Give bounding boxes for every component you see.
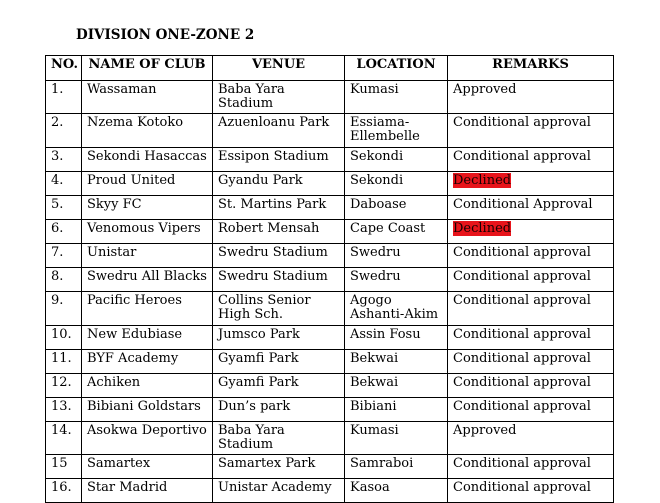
cell-no: 5. — [46, 196, 82, 220]
cell-location: Swedru — [345, 268, 448, 292]
remarks-text: Conditional approval — [453, 115, 591, 130]
table-row — [46, 244, 614, 268]
cell-club: Swedru All Blacks — [82, 268, 213, 292]
table-row — [46, 398, 614, 422]
cell-location: Bekwai — [345, 374, 448, 398]
cell-club: Wassaman — [82, 81, 213, 114]
cell-venue: Baba Yara Stadium — [213, 422, 345, 455]
cell-club: Skyy FC — [82, 196, 213, 220]
remarks-text: Approved — [453, 82, 517, 97]
cell-remarks — [448, 244, 614, 268]
cell-no: 8. — [46, 268, 82, 292]
table-header-row — [46, 56, 614, 81]
cell-club: Venomous Vipers — [82, 220, 213, 244]
remarks-text: Conditional approval — [453, 327, 591, 342]
cell-location: Assin Fosu — [345, 326, 448, 350]
remarks-text: Conditional approval — [453, 293, 591, 308]
table-row — [46, 292, 614, 326]
table-row — [46, 350, 614, 374]
remarks-text: Conditional approval — [453, 351, 591, 366]
header-location: LOCATION — [345, 56, 448, 81]
remarks-text: Conditional approval — [453, 399, 591, 414]
cell-no: 4. — [46, 172, 82, 196]
cell-no: 3. — [46, 148, 82, 172]
cell-remarks — [448, 268, 614, 292]
cell-no: 10. — [46, 326, 82, 350]
cell-location: Kumasi — [345, 422, 448, 455]
header-no: NO. — [46, 56, 82, 81]
cell-club: Bibiani Goldstars — [82, 398, 213, 422]
cell-no: 7. — [46, 244, 82, 268]
remarks-text: Conditional approval — [453, 480, 591, 495]
table-row — [46, 114, 614, 148]
clubs-table — [45, 55, 614, 503]
table-row — [46, 422, 614, 455]
cell-club: New Edubiase — [82, 326, 213, 350]
remarks-text: Conditional approval — [453, 149, 591, 164]
table-row — [46, 374, 614, 398]
cell-no: 16. — [46, 479, 82, 503]
declined-badge: Declined — [453, 173, 512, 188]
cell-location: Daboase — [345, 196, 448, 220]
cell-location: Bibiani — [345, 398, 448, 422]
cell-no: 12. — [46, 374, 82, 398]
table-row — [46, 455, 614, 479]
table-row — [46, 479, 614, 503]
cell-location: Kasoa — [345, 479, 448, 503]
cell-no: 2. — [46, 114, 82, 148]
cell-remarks — [448, 220, 614, 244]
cell-club: Proud United — [82, 172, 213, 196]
cell-venue: Azuenloanu Park — [213, 114, 345, 148]
table-row — [46, 220, 614, 244]
cell-remarks — [448, 479, 614, 503]
cell-venue: Unistar Academy — [213, 479, 345, 503]
cell-no: 15 — [46, 455, 82, 479]
table-row — [46, 268, 614, 292]
cell-location: Agogo Ashanti-Akim — [345, 292, 448, 326]
cell-venue: Essipon Stadium — [213, 148, 345, 172]
header-venue: VENUE — [213, 56, 345, 81]
table-row — [46, 196, 614, 220]
cell-location: Samraboi — [345, 455, 448, 479]
cell-remarks — [448, 114, 614, 148]
cell-remarks — [448, 422, 614, 455]
remarks-text: Approved — [453, 423, 517, 438]
table-row — [46, 172, 614, 196]
cell-club: Pacific Heroes — [82, 292, 213, 326]
cell-no: 14. — [46, 422, 82, 455]
cell-club: Sekondi Hasaccas — [82, 148, 213, 172]
remarks-text: Conditional approval — [453, 456, 591, 471]
cell-club: Star Madrid — [82, 479, 213, 503]
table-row — [46, 326, 614, 350]
header-remarks: REMARKS — [448, 56, 614, 81]
cell-remarks — [448, 148, 614, 172]
cell-venue: Swedru Stadium — [213, 268, 345, 292]
table-row — [46, 148, 614, 172]
cell-no: 9. — [46, 292, 82, 326]
cell-location: Sekondi — [345, 148, 448, 172]
cell-venue: Collins Senior High Sch. — [213, 292, 345, 326]
cell-remarks — [448, 350, 614, 374]
cell-venue: Swedru Stadium — [213, 244, 345, 268]
cell-club: BYF Academy — [82, 350, 213, 374]
cell-club: Asokwa Deportivo — [82, 422, 213, 455]
cell-venue: Gyamfi Park — [213, 374, 345, 398]
remarks-text: Conditional approval — [453, 375, 591, 390]
cell-club: Samartex — [82, 455, 213, 479]
cell-remarks — [448, 398, 614, 422]
cell-location: Swedru — [345, 244, 448, 268]
cell-remarks — [448, 326, 614, 350]
cell-club: Nzema Kotoko — [82, 114, 213, 148]
document-title: DIVISION ONE-ZONE 2 — [76, 27, 255, 43]
declined-badge: Declined — [453, 221, 512, 236]
cell-remarks — [448, 455, 614, 479]
cell-venue: Gyamfi Park — [213, 350, 345, 374]
cell-no: 13. — [46, 398, 82, 422]
cell-venue: St. Martins Park — [213, 196, 345, 220]
cell-remarks — [448, 374, 614, 398]
cell-no: 6. — [46, 220, 82, 244]
cell-remarks — [448, 292, 614, 326]
cell-venue: Gyandu Park — [213, 172, 345, 196]
remarks-text: Conditional approval — [453, 269, 591, 284]
cell-no: 1. — [46, 81, 82, 114]
cell-location: Essiama-Ellembelle — [345, 114, 448, 148]
cell-location: Bekwai — [345, 350, 448, 374]
cell-club: Unistar — [82, 244, 213, 268]
cell-location: Kumasi — [345, 81, 448, 114]
cell-venue: Baba Yara Stadium — [213, 81, 345, 114]
cell-remarks — [448, 172, 614, 196]
cell-location: Sekondi — [345, 172, 448, 196]
remarks-text: Conditional Approval — [453, 197, 593, 212]
cell-remarks — [448, 196, 614, 220]
cell-venue: Dun’s park — [213, 398, 345, 422]
cell-no: 11. — [46, 350, 82, 374]
cell-venue: Jumsco Park — [213, 326, 345, 350]
cell-club: Achiken — [82, 374, 213, 398]
table-row — [46, 81, 614, 114]
remarks-text: Conditional approval — [453, 245, 591, 260]
cell-venue: Robert Mensah — [213, 220, 345, 244]
header-club: NAME OF CLUB — [82, 56, 213, 81]
cell-remarks — [448, 81, 614, 114]
cell-venue: Samartex Park — [213, 455, 345, 479]
cell-location: Cape Coast — [345, 220, 448, 244]
